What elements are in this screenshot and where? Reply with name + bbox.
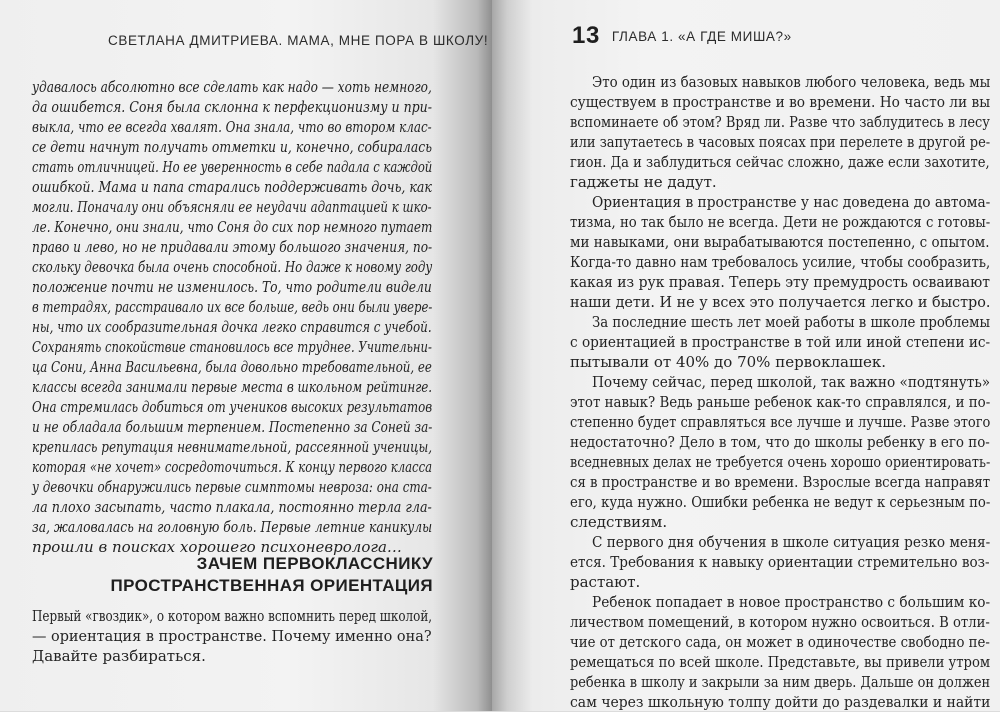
body-line: ми навыками, они вырабатываются постепенно, с опытом. (570, 233, 990, 251)
body-line: растают. (570, 573, 641, 591)
story-line: скольку девочка была очень способной. Но даже к новому году (32, 258, 433, 276)
story-line: Она стремилась добиться от учеников высоких результатов (32, 398, 433, 416)
body-line: какая из рук правая. Теперь эту премудрость осваивают (570, 273, 990, 291)
story-line: стать отличницей. Но ее уверенность в себе падала с каждой (32, 158, 433, 176)
story-line: которая «не хочет» сосредоточиться. К концу первого класса (32, 458, 433, 476)
story-line: ле. Конечно, они знали, что Соня до сих пор немного путает (32, 218, 433, 236)
body-line: ребенка в школу и закрыли за ним дверь. Дальше он должен (570, 673, 991, 691)
body-line: ся в пространстве и во времени. Взрослые всегда направят (570, 473, 991, 491)
body-line: степенно будет справляться все лучше и лучше. Разве этого (570, 413, 991, 431)
story-line: у девочки обнаружились первые симптомы невроза: она ста- (32, 478, 432, 496)
story-line: ца Сони, Анна Васильевна, была довольно требовательной, ее (32, 358, 432, 376)
right-running-head-title: ГЛАВА 1. «А ГДЕ МИША?» (611, 28, 792, 44)
intro-line: — ориентация в пространстве. Почему именно она? (32, 627, 432, 645)
right-page-number: 13 (572, 22, 600, 49)
story-line: за, жаловалась на головную боль. Первые летние каникулы (32, 518, 433, 536)
body-line: недостаточно? Дело в том, что до школы ребенку в его по- (570, 433, 990, 451)
story-line: могли. Поначалу они объясняли ее неудачи адаптацией к шко- (32, 198, 432, 216)
story-line: се дети начнут получать отметки и, конечно, собиралась (32, 138, 432, 156)
section-heading-line: ЗАЧЕМ ПЕРВОКЛАССНИКУ (196, 554, 433, 573)
body-line: гион. Да и заблудиться сейчас сложно, даже если захотите, (570, 153, 990, 171)
body-line: следствиям. (570, 513, 668, 531)
section-heading-line: ПРОСТРАНСТВЕННАЯ ОРИЕНТАЦИЯ (110, 576, 433, 595)
body-line: его, куда нужно. Ошибки ребенка не ведут к серьезным по- (570, 493, 991, 511)
story-line: ла плохо засыпать, часто плакала, постоянно терла гла- (32, 498, 432, 516)
body-line: с ориентацией в пространстве в той или иной степени ис- (570, 333, 991, 351)
body-line: Когда-то давно нам требовалось усилие, чтобы сообразить, (570, 253, 991, 271)
story-line: выкла, что ее всегда хвалят. Она знала, что во втором клас- (32, 118, 432, 136)
right-running-head (572, 22, 792, 50)
body-line: Ребенок попадает в новое пространство с большим ко- (592, 593, 991, 611)
body-line: или запутаетесь в часовых поясах при перелете в другой ре- (570, 133, 991, 151)
section-heading (111, 553, 433, 597)
left-running-head (108, 26, 528, 54)
story-line: Сохранять спокойствие становилось все труднее. Учительни- (32, 338, 432, 356)
body-line: За последние шесть лет моей работы в школе проблемы (592, 313, 991, 331)
left-running-head-title: СВЕТЛАНА ДМИТРИЕВА. МАМА, МНЕ ПОРА В ШКОЛУ! (108, 32, 489, 48)
body-line: Это один из базовых навыков любого человека, ведь мы (592, 73, 991, 91)
story-line: в тетрадях, расстраивало их все больше, ведь они были увере- (32, 298, 433, 316)
body-line: Почему сейчас, перед школой, так важно «подтянуть» (592, 373, 991, 391)
right-page (492, 0, 1000, 711)
story-line: положение почти не изменилось. То, что родители видели (32, 278, 432, 296)
story-line: прошли в поисках хорошего психоневролога… (32, 538, 402, 556)
body-line: С первого дня обучения в школе ситуация резко меня- (592, 533, 991, 551)
story-line: удавалось абсолютно все сделать как надо — хоть немного, (32, 78, 432, 96)
body-line: наши дети. И не у всех это получается легко и быстро. (570, 293, 991, 311)
body-line: ется. Требования к навыку ориентации стремительно воз- (570, 553, 990, 571)
body-line: гаджеты не дадут. (570, 173, 717, 191)
story-line: ны, что их сообразительная дочка легко справится с учебой. (32, 318, 432, 336)
intro-line: Давайте разбираться. (32, 647, 206, 665)
body-line: существуем в пространстве и во времени. Но часто ли вы (570, 93, 991, 111)
body-line: ремещаться по всей школе. Представьте, вы привели утром (570, 653, 991, 671)
body-line: вспоминаете об этом? Вряд ли. Разве что заблудитесь в лесу (570, 113, 990, 131)
story-line: и не обладала большим терпением. Постепенно за Соней за- (32, 418, 433, 436)
body-line: личеством помещений, в котором нужно освоиться. В отли- (570, 613, 990, 631)
story-line: да ошибется. Соня была склонна к перфекционизму и при- (32, 98, 433, 116)
body-line: вседневных делах не требуется очень хорошо ориентировать- (570, 453, 991, 471)
body-line: сам через школьную толпу дойти до раздевалки и найти (570, 693, 991, 711)
story-line: классы всегда занимали первые места в школьном рейтинге. (32, 378, 433, 396)
story-line: право и лево, но не придавали этому большого значения, по- (32, 238, 433, 256)
story-line: ошибкой. Мама и папа старались поддерживать дочь, как (32, 178, 432, 196)
body-line: пытывали от 40% до 70% первоклашек. (570, 353, 886, 371)
intro-line: Первый «гвоздик», о котором важно вспомнить перед школой, (32, 607, 433, 625)
story-line: крепилась репутация невнимательной, рассеянной ученицы, (32, 438, 433, 456)
body-line: этот навык? Ведь раньше ребенок как-то справлялся, и по- (570, 393, 991, 411)
body-line: Ориентация в пространстве у нас доведена до автома- (592, 193, 991, 211)
body-line: чие от детского сада, он может в одиночестве свободно пе- (570, 633, 990, 651)
body-line: тизма, но так было не всегда. Дети не рождаются с готовы- (570, 213, 991, 231)
left-page (0, 0, 492, 711)
